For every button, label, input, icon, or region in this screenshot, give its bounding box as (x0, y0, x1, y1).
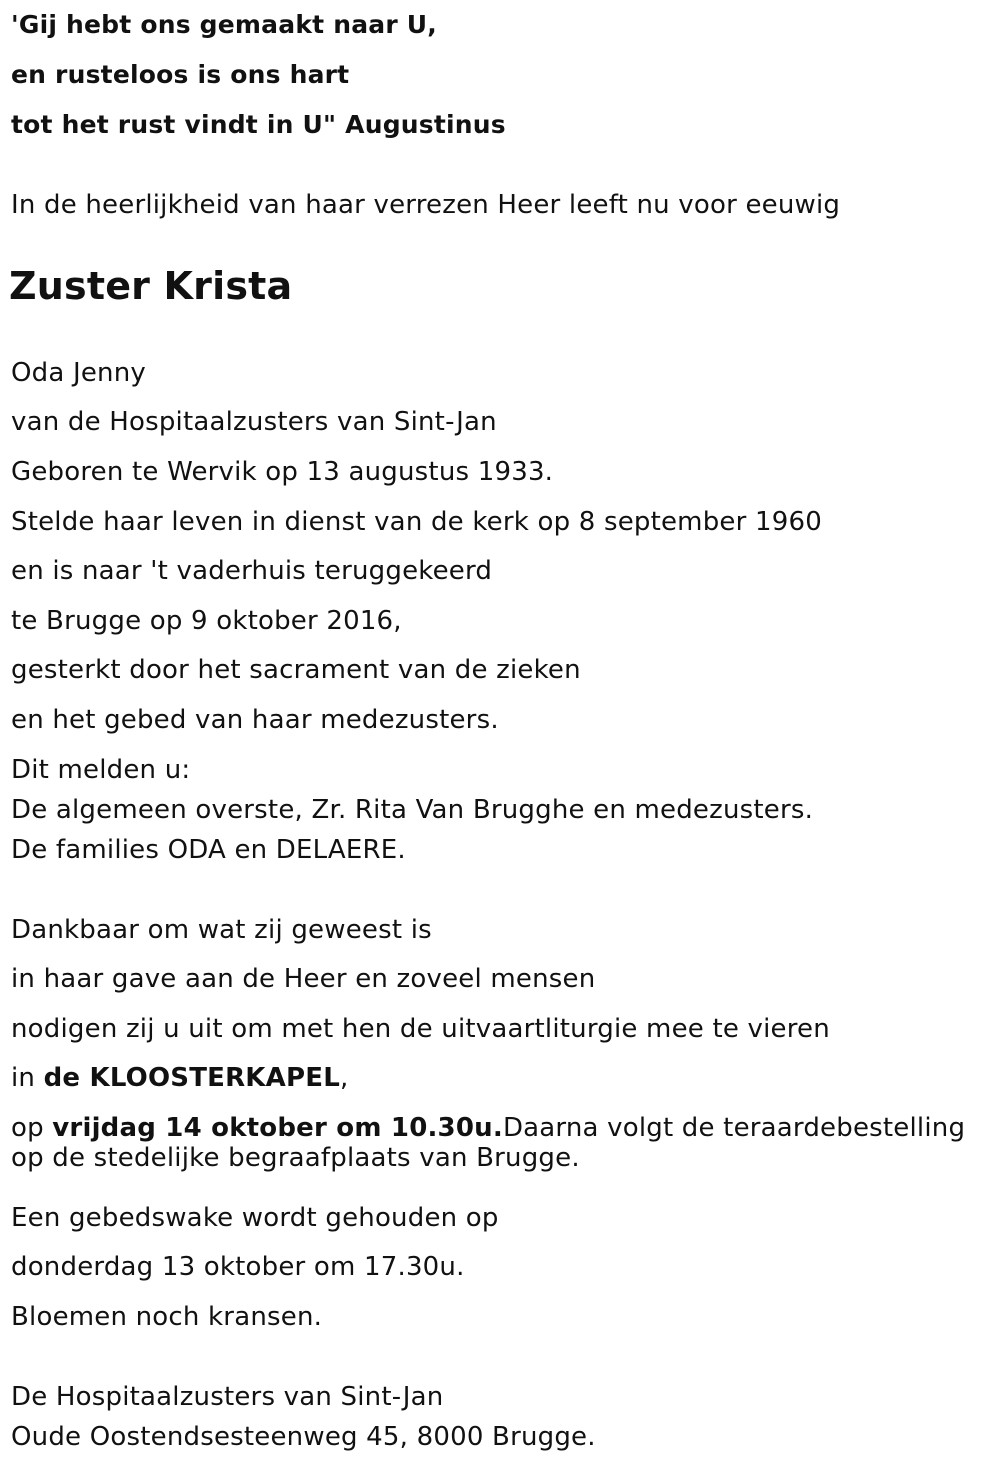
invite-line: Dankbaar om wat zij geweest is (11, 915, 432, 945)
invite-line: in haar gave aan de Heer en zoveel mensen (11, 964, 596, 994)
funeral-place-name: de KLOOSTERKAPEL (43, 1063, 340, 1093)
funeral-date: op vrijdag 14 oktober om 10.30u.Daarna volgt de teraardebestelling op de stedelijke begraafplaats van Brugge. (11, 1113, 966, 1173)
flowers-note: Bloemen noch kransen. (11, 1302, 323, 1332)
announce-line: De families ODA en DELAERE. (11, 835, 406, 865)
address-line: Oude Oostendsesteenweg 45, 8000 Brugge. (11, 1422, 596, 1452)
bio-line: Geboren te Wervik op 13 augustus 1933. (11, 457, 554, 487)
announce-line: Dit melden u: (11, 755, 191, 785)
quote-line-1: 'Gij hebt ons gemaakt naar U, (11, 10, 437, 39)
funeral-date-time: vrijdag 14 oktober om 10.30u. (52, 1113, 503, 1143)
wake-line: donderdag 13 oktober om 17.30u. (11, 1252, 465, 1282)
bio-line: en het gebed van haar medezusters. (11, 705, 499, 735)
wake-line: Een gebedswake wordt gehouden op (11, 1203, 499, 1233)
bio-line: gesterkt door het sacrament van de zieken (11, 655, 581, 685)
deceased-name: Zuster Krista (9, 264, 293, 308)
bio-line: van de Hospitaalzusters van Sint-Jan (11, 407, 497, 437)
funeral-place: in de KLOOSTERKAPEL, (11, 1063, 349, 1093)
bio-line: Stelde haar leven in dienst van de kerk op 8 september 1960 (11, 507, 822, 537)
quote-line-2: en rusteloos is ons hart (11, 60, 350, 89)
bio-line: en is naar 't vaderhuis teruggekeerd (11, 556, 493, 586)
bio-line: te Brugge op 9 oktober 2016, (11, 606, 402, 636)
announce-line: De algemeen overste, Zr. Rita Van Brugghe en medezusters. (11, 795, 814, 825)
invite-line: nodigen zij u uit om met hen de uitvaartliturgie mee te vieren (11, 1014, 830, 1044)
quote-line-3: tot het rust vindt in U" Augustinus (11, 110, 506, 139)
address-line: De Hospitaalzusters van Sint-Jan (11, 1382, 444, 1412)
intro-text: In de heerlijkheid van haar verrezen Heer leeft nu voor eeuwig (11, 190, 841, 220)
bio-line: Oda Jenny (11, 358, 146, 388)
